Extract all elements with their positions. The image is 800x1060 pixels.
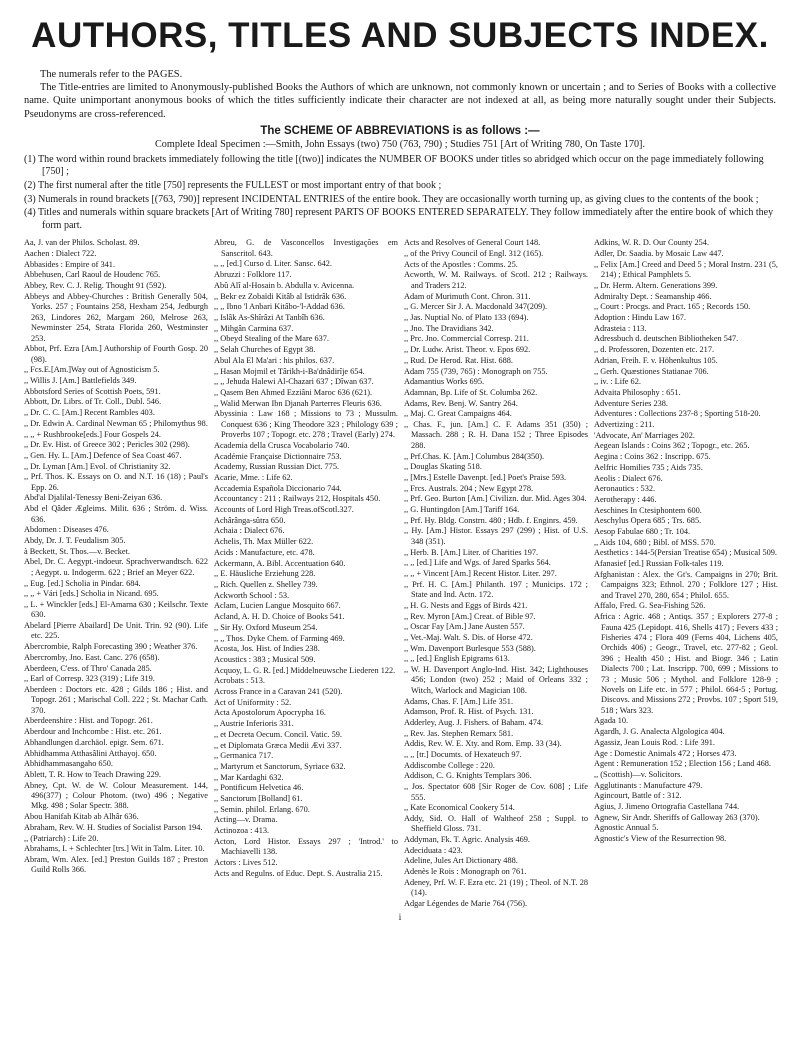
index-entry: Abyssinia : Law 168 ; Missions to 73 ; Mussulm. Conquest 636 ; King Theodore 323 ; Philology 639 ; Proverbs 107 ; Topogr. etc. 278 ; Travel (Early) 274. [214, 409, 398, 440]
index-entry: ,, Dr. Edwin A. Cardinal Newman 65 ; Philomythus 98. [24, 418, 208, 428]
index-entry: ,, Felix [Am.] Creed and Deed 5 ; Moral Instrn. 231 (5, 214) ; Ethical Pamphlets 5. [594, 259, 778, 280]
index-entry: ,, ,, + Rushbrooke[eds.] Four Gospels 24. [24, 429, 161, 439]
index-entry: Acting—v. Drama. [214, 815, 278, 825]
index-entry: ,, of the Privy Council of Engl. 312 (165). [404, 249, 544, 259]
index-entry: Acosta, Jos. Hist. of Indies 238. [214, 644, 320, 654]
index-entry: Achelis, Th. Max Müller 622. [214, 537, 314, 547]
index-entry: Adeline, Jules Art Dictionary 488. [404, 856, 518, 866]
index-entry: Agent : Remuneration 152 ; Election 156 ; Land 468. [594, 759, 771, 769]
index-entry: ,, Qasem Ben Ahmed Ezziâni Maroc 636 (621). [214, 387, 373, 397]
index-entry: Adrasteia : 113. [594, 323, 647, 333]
index-entry: Aachen : Dialect 722. [24, 249, 97, 259]
index-entry: ,, Vet.-Maj. Walt. S. Dis. of Horse 472. [404, 632, 533, 642]
index-entry: ,, Hasan Mojmil et Târikh-i-Ba'dnâdirîje 654. [214, 366, 365, 376]
index-entry: ,, Kate Economical Cookery 514. [404, 803, 515, 813]
scheme-rules [24, 154, 776, 233]
index-entry: ,, L. + Winckler [eds.] El-Amarna 630 ; Keilschr. Texte 630. [24, 599, 208, 620]
index-entry: ,, Prf. Hy. Bldg. Constrn. 480 ; Hdb. f. Enginrs. 459. [404, 515, 578, 525]
index-entry: ,, ,, [ed.] English Epigrams 613. [404, 654, 510, 664]
index-entry: Abbeys and Abbey-Churches : British Generally 504, Yorks. 257 ; Fountains 258, Hexham 254, Jedburgh 263, Lindores 262, Margam 260, Melrose 263, Newminster 254, Strata Florida 260, Westminster 253. [24, 291, 208, 343]
index-entry: ,, Pontificum Helvetica 46. [214, 783, 304, 793]
index-entry: ,, Oscar Fay [Am.] Jane Austen 557. [404, 622, 525, 632]
index-entry: Ackermann, A. Bibl. Accentuation 640. [214, 558, 346, 568]
index-entry: Acts and Resolves of General Court 148. [404, 238, 541, 248]
index-entry: ,, Prf.Chas. K. [Am.] Columbus 284(350). [404, 451, 545, 461]
index-entry: Adeciduata : 423. [404, 845, 463, 855]
index-entry: Ablett, T. R. How to Teach Drawing 229. [24, 769, 161, 779]
index-entry: Age : Domestic Animals 472 ; Horses 473. [594, 748, 737, 758]
index-entry: ,, ,, Thos. Dyke Chem. of Farming 469. [214, 633, 345, 643]
index-entry: ,, Mar Kardaghi 632. [214, 772, 284, 782]
index-entry: Abbott, Dr. Librs. of Tr. Coll., Dubl. 546. [24, 397, 162, 407]
index-entry: Aberdeen : Doctors etc. 428 ; Gilds 186 ; Hist. and Topogr. 261 ; Marischal Coll. 222 ; St. Machar Cath. 370. [24, 684, 208, 715]
index-entry: Addison, C. G. Knights Templars 306. [404, 771, 532, 781]
index-entry: Addyman, Fk. T. Agric. Analysis 469. [404, 835, 530, 845]
index-entry: Aegean Islands : Coins 362 ; Topogr., etc. 265. [594, 441, 750, 451]
index-entry: Aelfric Homilies 735 ; Aids 735. [594, 462, 703, 472]
index-entry: Agnostic's View of the Resurrection 98. [594, 834, 727, 844]
index-entry: Abdomen : Diseases 476. [24, 525, 109, 535]
index-entry: ,, G. Mercer Sir J. A. Macdonald 347(209). [404, 302, 548, 312]
index-entry: ,, Jas. Nuptial No. of Plato 133 (694). [404, 313, 529, 322]
index-entry: Adler, Dr. Saadia. by Mosaic Law 447. [594, 249, 724, 259]
index-entry: Aberdour and Inchcombe : Hist. etc. 261. [24, 727, 162, 737]
index-entry: Adrian, Freih. F. v. Höhenkultus 105. [594, 355, 718, 365]
index-entry: Agardh, J. G. Analecta Algologica 404. [594, 727, 725, 737]
index-entry: Agius, J. Jimeno Ortografia Castellana 744. [594, 802, 740, 812]
index-entry: ,, ,, + Vári [eds.] Scholia in Nicand. 695. [24, 589, 159, 599]
index-entry: ,, ,, + Vincent [Am.] Recent Histor. Liter. 297. [404, 568, 557, 578]
scheme-rule: (4) Titles and numerals within square brackets [Art of Writing 780] represent PARTS OF BOOKS ENTERED SEPARATELY. They follow immediately after the entire book of which they form part. [24, 207, 774, 231]
index-entry: Act of Uniformity : 52. [214, 697, 292, 707]
index-entry: ,, H. G. Nests and Eggs of Birds 421. [404, 600, 528, 610]
index-entry: Ackworth School : 53. [214, 590, 290, 600]
index-entry: ,, Dr. Herm. Altern. Generations 399. [594, 280, 718, 290]
index-entry: Adoption : Hindu Law 167. [594, 313, 686, 322]
index-entry: ,, ,, [ed.] Life and Wgs. of Jared Sparks 564. [404, 558, 551, 568]
index-entry: ,, [Mrs.] Estelle Davenpt. [ed.] Poet's Praise 593. [404, 472, 567, 482]
index-entry: Acworth, W. M. Railways. of Scotl. 212 ; Railways. and Traders 212. [404, 270, 588, 290]
index-entry: ,, Prf. Thos. K. Essays on O. and N.T. 16 (18) ; Paul's Epp. 26. [24, 472, 208, 492]
index-entry: Abelard [Pierre Abailard] De Unit. Trin. 92 (90). Life etc. 225. [24, 621, 208, 641]
index-entry: Advertizing : 211. [594, 420, 655, 430]
index-entry: ,, Prf. H. C. [Am.] Philanth. 197 ; Municips. 172 ; State and Ind. Actn. 172. [404, 579, 588, 600]
index-entry: Accounts of Lord High Treas.ofScotl.327. [214, 505, 354, 515]
index-entry: ,, Maj. C. Great Campaigns 464. [404, 409, 512, 419]
index-entry: Acoustics : 383 ; Musical 509. [214, 654, 316, 664]
index-entry: ,, Douglas Skating 518. [404, 462, 482, 472]
index-entry: Adamnan, Bp. Life of St. Columba 262. [404, 387, 538, 397]
index-entry: Achaia : Dialect 676. [214, 526, 285, 536]
scheme-rule: (2) The first numeral after the title [750] represents the FULLEST or most important entry of that book ; [24, 180, 442, 191]
index-entry: Abreu, G. de Vasconcellos Investigações em Sanscritol. 643. [214, 238, 398, 258]
index-entry: Abû Alî al-Hosain b. Abdulla v. Avicenna. [214, 280, 355, 290]
index-entry: Acts of the Apostles : Comms. 25. [404, 259, 518, 269]
index-column-2 [214, 238, 398, 909]
scheme-rule: (3) Numerals in round brackets [(763, 790)] represent INCIDENTAL ENTRIES of the entire book. They are occasionally worth turning up, as giving clues to the contents of the book ; [24, 193, 759, 205]
scheme-rule: (1) The word within round brackets immediately following the title [(two)] indicates the NUMBER OF BOOKS under titles so abridged which occur on the page immediately following [750] ; [24, 153, 764, 178]
index-entry: Afanasief [ed.] Russian Folk-tales 119. [594, 559, 724, 569]
index-entry: ,, d. Professoren, Dozenten etc. 217. [594, 345, 715, 355]
index-entry: Actors : Lives 512. [214, 857, 278, 867]
index-entry: Abrahams, I. + Schlechter [trs.] Wit in Talm. Liter. 10. [24, 844, 205, 854]
index-entry: Aegina : Coins 362 : Inscripp. 675. [594, 452, 711, 462]
index-entry: Academia della Crusca Vocabolario 740. [214, 440, 350, 450]
index-entry: Acts and Regulns. of Educ. Dept. S. Australia 215. [214, 868, 383, 878]
index-entry: Adams, Chas. F. [Am.] Life 351. [404, 696, 514, 706]
index-entry: ,, Dr. Lyman [Am.] Evol. of Christianity 32. [24, 461, 171, 471]
index-entry: Agnostic Annual 5. [594, 823, 659, 833]
index-entry: Abruzzi : Folklore 117. [214, 270, 292, 280]
index-entry: Adventure Series 238. [594, 398, 668, 408]
index-entry: ,, Eug. [ed.] Scholia in Pindar. 684. [24, 578, 141, 588]
intro-notes [24, 68, 776, 121]
index-entry: Adams, Rev. Benj. W. Santry 264. [404, 398, 518, 408]
index-entry: Accountancy : 211 ; Railways 212, Hospitals 450. [214, 494, 381, 504]
index-entry: ,, Chas. F., jun. [Am.] C. F. Adams 351 (350) ; Massach. 288 ; R. H. Dana 152 ; Three Episodes 288. [404, 420, 588, 450]
index-entry: ,, Gerh. Quæstiones Statianae 706. [594, 366, 709, 376]
index-entry: Agincourt, Battle of : 312. [594, 791, 682, 801]
index-entry: Abney, Cpt. W. de W. Colour Measurement. 144, 496(377) ; Colour Photom. (two) 496 ; Negative Mkg. 498 ; Solar Spectr. 388. [24, 780, 208, 811]
index-entry: ,, ,, Ibno 'l Anbari Kitâbo-'l-Addad 636. [214, 302, 345, 312]
index-entry: Acta Apostolorum Apocrypha 16. [214, 708, 326, 718]
index-entry: Acquoy, L. G. R. [ed.] Middelneuwsche Liederen 122. [214, 665, 396, 675]
index-entry: ,, Hy. [Am.] Histor. Essays 297 (299) ; Hist. of U.S. 348 (351). [404, 526, 588, 546]
index-entry: Adamson, Prof. R. Hist. of Psych. 131. [404, 707, 534, 717]
index-entry: Adkins, W. R. D. Our County 254. [594, 238, 710, 248]
index-entry: ,, Germanica 717. [214, 751, 274, 761]
index-entry: ,, Selah Churches of Egypt 38. [214, 345, 316, 355]
index-entry: ,, Obeyd Stealing of the Mare 637. [214, 334, 329, 344]
index-entry: ,, ,, [ed.] Curso d. Liter. Sansc. 642. [214, 259, 332, 269]
index-entry: ,, Martyrum et Sanctorum, Syriace 632. [214, 761, 346, 771]
index-column-3 [404, 238, 588, 909]
index-entry: Affalo, Fred. G. Sea-Fishing 526. [594, 601, 706, 611]
index-entry: Actinozoa : 413. [214, 826, 270, 836]
index-entry: ,, E. Häusliche Erziehung 228. [214, 569, 316, 579]
index-column-1 [24, 238, 208, 909]
index-entry: Abercrombie, Ralph Forecasting 390 ; Weather 376. [24, 642, 198, 652]
index-entry: Agassiz, Jean Louis Rod. : Life 391. [594, 737, 715, 747]
index-entry: ,, et Decreta Oecum. Concil. Vatic. 59. [214, 729, 342, 739]
index-entry: Aeschylus Opera 685 ; Trs. 685. [594, 516, 702, 526]
index-entry: ,, Dr. C. C. [Am.] Recent Rambles 403. [24, 408, 155, 418]
index-entry: ,, Aids 104, 680 ; Bibl. of MSS. 570. [594, 537, 716, 547]
index-entry: Adam of Murimuth Cont. Chron. 311. [404, 291, 531, 301]
index-entry: Addy, Sid. O. Hall of Waltheof 258 ; Suppl. to Sheffield Gloss. 731. [404, 813, 588, 834]
index-entry: ,, W. H. Davenport Anglo-Ind. Hist. 342; Lighthouses 456; London (two) 252 ; Maid of Orleans 332 ; Witch, Warlock and Magician 108. [404, 665, 588, 695]
index-entry: Aberdeenshire : Hist. and Topogr. 261. [24, 716, 153, 726]
index-entry: Abraham, Rev. W. H. Studies of Socialist Parson 194. [24, 822, 203, 832]
index-entry: ,, ,, Jehuda Halewi Al-Chazari 637 ; Dîwan 637. [214, 377, 374, 387]
intro-paragraph: The Title-entries are limited to Anonymously-published Books the Authors of which are unknown, not commonly known or uncertain ; and to Series of Books with a collective name. Quite unimportant anonymous books of which the titles sufficiently indicate their character are not indexed at all, as being more naturally sought under their Subjects. Pseudonyms are cross-referenced. [24, 82, 776, 120]
index-entry: ,, Court : Procgs. and Pract. 165 ; Records 150. [594, 302, 751, 312]
index-entry: ,, Jos. Spectator 608 [Sir Roger de Cov. 608] ; Life 555. [404, 782, 588, 802]
index-entry: ,, et Diplomata Græca Medii Ævi 337. [214, 740, 342, 750]
index-entry: ,, Rev. Myron [Am.] Creat. of Bible 97. [404, 611, 536, 621]
index-entry: ,, Herb. B. [Am.] Liter. of Charities 197. [404, 547, 539, 557]
index-entry: Adderley, Aug. J. Fishers. of Baham. 474. [404, 717, 544, 727]
index-entry: Aeolis : Dialect 676. [594, 473, 663, 483]
index-entry: ,, Prc. Jno. Commercial Corresp. 211. [404, 334, 529, 344]
index-entry: ,, Rich. Quellen z. Shelley 739. [214, 579, 318, 589]
index-entry: Abbotsford Series of Scottish Poets, 591. [24, 386, 161, 396]
index-entry: Aeschines In Ctesiphontem 600. [594, 505, 702, 515]
index-entry: ,, Semin. philol. Erlang. 670. [214, 804, 310, 814]
index-entry: Abram, Wm. Alex. [ed.] Preston Guilds 187 ; Preston Guild Rolls 366. [24, 855, 208, 875]
index-entry: Adventures : Collections 237-8 ; Sporting 518-20. [594, 409, 761, 419]
index-entry: Abbey, Rev. C. J. Relig. Thought 91 (592). [24, 281, 167, 291]
index-entry: Acland, A. H. D. Choice of Books 541. [214, 612, 345, 622]
index-entry: Academy, Russian Russian Dict. 775. [214, 462, 340, 472]
index-entry: ,, Wm. Davenport Burlesque 553 (588). [404, 643, 536, 653]
index-entry: ,, Dr. Ludw. Arist. Theor. v. Epos 692. [404, 345, 531, 355]
index-entry: Aesthetics : 144-5(Persian Treatise 654) ; Musical 509. [594, 548, 777, 558]
index-entry: ,, Islâk As-Shîrâzi At Tanbîh 636. [214, 313, 325, 322]
index-entry: Aesop Fabulae 680 ; Tr. 104. [594, 527, 691, 537]
index-entry: Advaita Philosophy : 651. [594, 387, 681, 397]
index-entry: Abbot, Prf. Ezra [Am.] Authorship of Fourth Gosp. 20 (98). [24, 344, 208, 364]
index-entry: Addis, Rev. W. E. Xty. and Rom. Emp. 33 (34). [404, 739, 562, 749]
index-entry: Adeney, Prf. W. F. Ezra etc. 21 (19) ; Theol. of N.T. 28 (14). [404, 877, 588, 898]
index-entry: Abbehusen, Carl Raoul de Houdenc 765. [24, 270, 161, 280]
index-entry: Addiscombe College : 220. [404, 760, 495, 770]
index-entry: ,, Frcs. Australs. 204 ; New Egypt 278. [404, 483, 534, 493]
index-entry: Aa, J. van der Philos. Scholast. 89. [24, 238, 140, 248]
index-entry: ,, Bekr ez Zobaïdi Kitâb al Istidrâk 636. [214, 291, 347, 301]
index-entry: Across France in a Caravan 241 (520). [214, 687, 343, 697]
index-entry: Adressbuch d. deutschen Bibliotheken 547. [594, 334, 739, 344]
index-entry: Abd el Qâder Ægleims. Milit. 636 ; Ström. d. Wiss. 636. [24, 504, 208, 524]
index-entry: Abercromby, Jno. East. Canc. 276 (658). [24, 652, 160, 662]
index-entry: Aberdeen, C'ess. of Thro' Canada 285. [24, 663, 152, 673]
index-entry: Abhandlungen d.archäol. epigr. Sem. 671. [24, 737, 164, 747]
index-entry: Accademia Española Diccionario 744. [214, 483, 342, 493]
index-entry: ,, G. Huntingdon [Am.] Tariff 164. [404, 505, 520, 515]
index-entry: Acton, Lord Histor. Essays 297 ; 'Introd.' to Machiavelli 138. [214, 836, 398, 857]
index-entry: ,, (Scottish)—v. Solicitors. [594, 769, 683, 779]
index-entry: ,, Sanctorum [Bolland] 61. [214, 794, 303, 804]
index-page [24, 14, 776, 922]
index-entry: ,, Walid Merwan Ibn Djanah Parterres Fleuris 636. [214, 398, 382, 408]
index-entry: Aclam, Lucien Langue Mosquito 667. [214, 601, 341, 611]
intro-line: The numerals refer to the PAGES. [40, 69, 183, 80]
index-entry: ,, Rev. Jas. Stephen Remarx 581. [404, 728, 514, 738]
index-entry: ,, Sir Hy. Oxford Museum 254. [214, 622, 318, 632]
index-entry: Admiralty Dept. : Seamanship 466. [594, 291, 712, 301]
index-entry: ,, Earl of Corresp. 323 (319) ; Life 319. [24, 674, 155, 684]
index-column-4 [594, 238, 778, 909]
index-entry: Agglutinants : Manufacture 479. [594, 780, 703, 790]
index-entry: Acarie, Mme. : Life 62. [214, 472, 293, 482]
index-entry: ,, Mihgân Carmina 637. [214, 323, 294, 333]
index-entry: Adamantius Works 695. [404, 377, 485, 387]
scheme-heading: The SCHEME OF ABBREVIATIONS is as follows :— [260, 124, 540, 137]
index-entry: Adam 755 (739, 765) : Monograph on 755. [404, 366, 548, 376]
index-entry: ,, iv. : Life 62. [594, 377, 641, 387]
index-entry: Agnew, Sir Andr. Sheriffs of Galloway 263 (370). [594, 812, 760, 822]
index-entry: ,, (Patriarch) : Life 20. [24, 833, 99, 843]
index-entry: ,, Austrie Inferioris 331. [214, 719, 294, 729]
page-footer: i [398, 911, 402, 922]
page-title: AUTHORS, TITLES AND SUBJECTS INDEX. [31, 16, 769, 55]
index-entry: Afghanistan : Alex. the Gt's. Campaigns in 270; Brit. Campaigns 323; Ethnol. 270 ; Folklore 127 ; Hist. and Travel 270, 280, 654 ; Philol. 655. [594, 569, 778, 600]
index-columns [24, 238, 776, 909]
index-entry: Africa : Agric. 468 ; Antiqs. 357 ; Explorers 277-8 ; Fauna 425 (Lepidopt. 416, Shells 417) ; Fevers 433 ; Fisheries 474 ; Flora 409 (Ferns 404, Lichens 405, Orchids 406) ; Geogr., Travel, etc. 277-82 ; Geol. 396 ; Health 450 ; Hist. and Biogr. 346 ; Latin Dialects 700 ; Lat. Inscripp. 700, 699 ; Missions to 73 ; Music 506 ; Mythol. and Folklore 128-9 ; Novels on Life etc. in 577 ; Philol. 664-5 ; Portug. Discovs. and Missions 272 ; Provbs. 107 ; Sport 519, 518 ; Wars 323. [594, 612, 778, 715]
index-entry: ,, Fcs.E.[Am.]Way out of Agnosticism 5. [24, 365, 160, 375]
index-entry: ,, Rud. De Herod. Rat. Hist. 688. [404, 355, 514, 365]
index-entry: Abul Ala El Ma'ari : his philos. 637. [214, 355, 335, 365]
index-entry: Achârânga-sûtra 650. [214, 515, 286, 525]
index-entry: à Beckett, St. Thos.—v. Becket. [24, 546, 130, 556]
index-entry: Agada 10. [594, 716, 629, 726]
index-entry: Abou Hanifah Kitab ab Alhâr 636. [24, 812, 139, 822]
index-entry: Aeronautics : 532. [594, 484, 656, 494]
index-entry: Abdy, Dr. J. T. Feudalism 305. [24, 535, 126, 545]
scheme-specimen: Complete Ideal Specimen :—Smith, John Essays (two) 750 (763, 790) ; Studies 751 [Art of Writing 780, On Taste 170]. [155, 138, 645, 150]
index-entry: Acids : Manufacture, etc. 478. [214, 547, 315, 557]
index-entry: Adenès le Rois : Monograph on 761. [404, 867, 527, 877]
index-entry: Académie Française Dictionnaire 753. [214, 451, 342, 461]
index-entry: Abd'al Djalilal-Tenessy Beni-Zeiyan 636. [24, 493, 163, 503]
index-entry: Abhidhamma Atthasâlini Atthayoj. 650. [24, 748, 157, 758]
index-entry: 'Advocate, An' Marriages 202. [594, 430, 695, 440]
index-entry: Adgar Légendes de Marie 764 (756). [404, 899, 528, 908]
index-entry: Abbasides : Empire of 341. [24, 259, 116, 269]
index-entry: Abel, Dr. C. Aegypt.-indoeur. Sprachverwandtsch. 622 ; Aegypt. u. Indogerm. 622 ; Brief an Meyer 622. [24, 557, 208, 577]
index-entry: ,, Jno. The Dravidians 342. [404, 323, 494, 333]
index-entry: ,, ,, [tr.] Documts. of Hexateuch 97. [404, 750, 522, 760]
index-entry: ,, Gen. Hy. L. [Am.] Defence of Sea Coast 467. [24, 450, 182, 460]
index-entry: ,, Prf. Geo. Burton [Am.] Civilizn. dur. Mid. Ages 304. [404, 494, 587, 504]
index-entry: ,, Willis J. [Am.] Battlefields 349. [24, 376, 137, 386]
index-entry: Aerotherapy : 446. [594, 494, 657, 504]
index-entry: Abhidhammasangaho 650. [24, 759, 113, 769]
index-entry: Acrobats : 513. [214, 676, 265, 686]
index-entry: ,, Dr. Ev. Hist. of Greece 302 ; Pericles 302 (298). [24, 440, 190, 450]
